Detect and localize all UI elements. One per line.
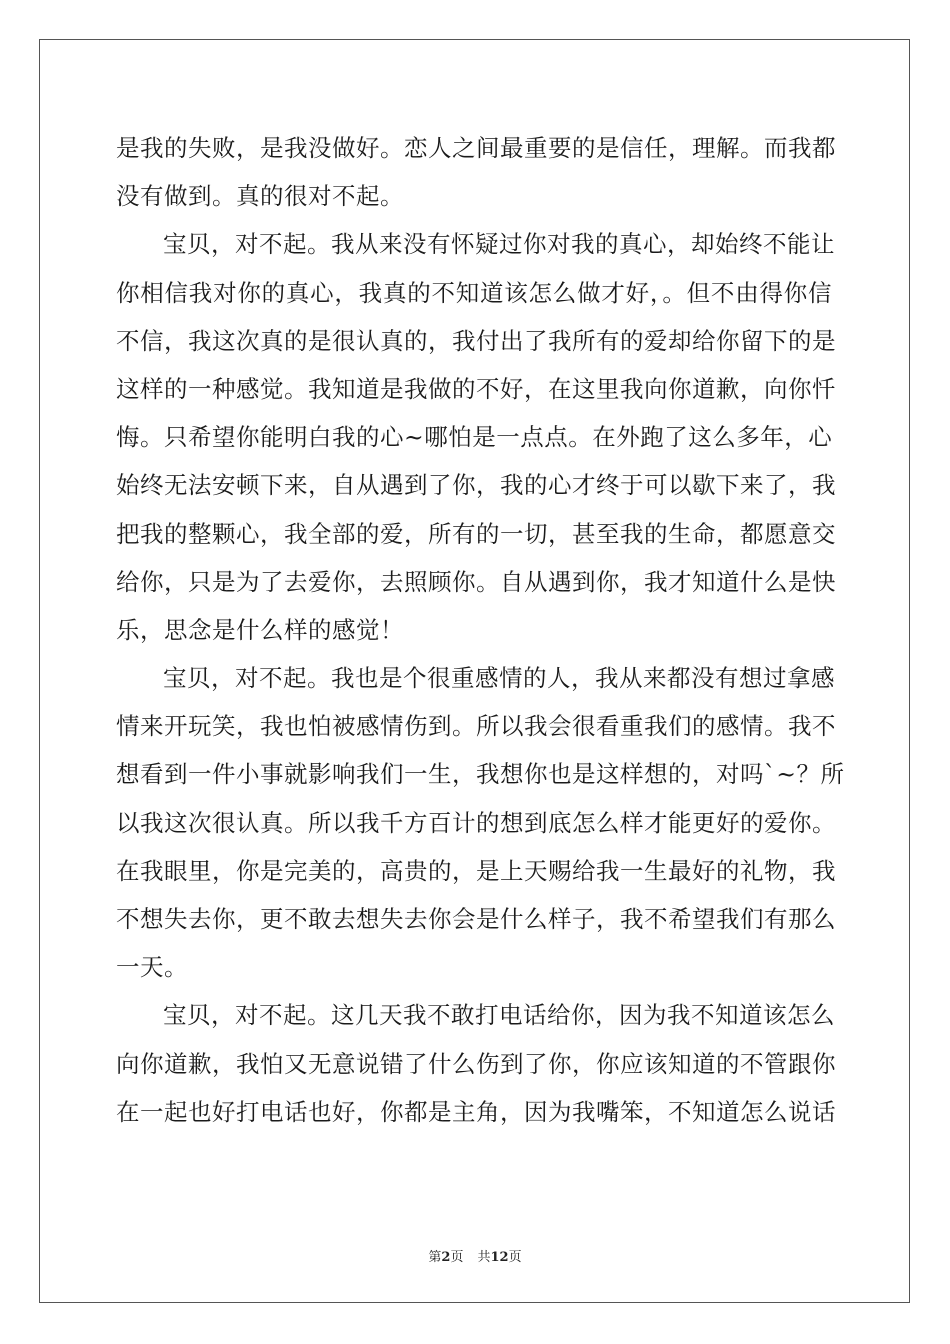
text-line: 乐，思念是什么样的感觉！: [116, 615, 404, 644]
document-body: [116, 124, 845, 1136]
text-line: 是我的失败，是我没做好。恋人之间最重要的是信任，理解。而我都: [116, 134, 836, 162]
text-line: 悔。只希望你能明白我的心~哪怕是一点点。在外跑了这么多年，心: [116, 423, 833, 452]
text-line: 把我的整颗心，我全部的爱，所有的一切，甚至我的生命，都愿意交: [116, 519, 836, 548]
page-number: 2: [441, 1250, 451, 1265]
page-prefix: 第: [428, 1250, 442, 1265]
total-prefix: 共: [477, 1250, 491, 1265]
page-suffix: 页: [450, 1250, 464, 1265]
text-line: 你相信我对你的真心，我真的不知道该怎么做才好，。但不由得你信: [116, 278, 832, 307]
text-line: 在一起也好打电话也好，你都是主角，因为我嘴笨，不知道怎么说话: [116, 1097, 836, 1126]
text-line: 不想失去你，更不敢去想失去你会是什么样子，我不希望我们有那么: [116, 905, 836, 933]
paragraph-start-line: 宝贝，对不起。我也是个很重感情的人，我从来都没有想过拿感: [163, 664, 835, 693]
text-line: 以我这次很认真。所以我千方百计的想到底怎么样才能更好的爱你。: [116, 808, 836, 837]
paragraph-start-line: 宝贝，对不起。我从来没有怀疑过你对我的真心，却始终不能让: [163, 230, 835, 259]
text-line: 这样的一种感觉。我知道是我做的不好，在这里我向你道歉，向你忏: [116, 374, 836, 403]
text-line: 给你，只是为了去爱你，去照顾你。自从遇到你，我才知道什么是快: [116, 567, 836, 596]
total-suffix: 页: [508, 1250, 522, 1265]
total-pages: 12: [490, 1250, 509, 1265]
text-line: 始终无法安顿下来，自从遇到了你，我的心才终于可以歇下来了，我: [116, 471, 836, 500]
page-footer: [0, 1246, 950, 1265]
text-line: 想看到一件小事就影响我们一生，我想你也是这样想的，对吗`~？所: [116, 760, 845, 789]
text-line: 情来开玩笑，我也怕被感情伤到。所以我会很看重我们的感情。我不: [116, 712, 836, 741]
text-line: 一天。: [116, 953, 188, 982]
paragraph-start-line: 宝贝，对不起。这几天我不敢打电话给你，因为我不知道该怎么: [163, 1001, 835, 1030]
text-line: 没有做到。真的很对不起。: [116, 182, 404, 211]
text-line: 在我眼里，你是完美的，高贵的，是上天赐给我一生最好的礼物，我: [116, 856, 836, 885]
text-line: 不信，我这次真的是很认真的，我付出了我所有的爱却给你留下的是: [116, 326, 836, 355]
text-line: 向你道歉，我怕又无意说错了什么伤到了你，你应该知道的不管跟你: [116, 1049, 836, 1078]
